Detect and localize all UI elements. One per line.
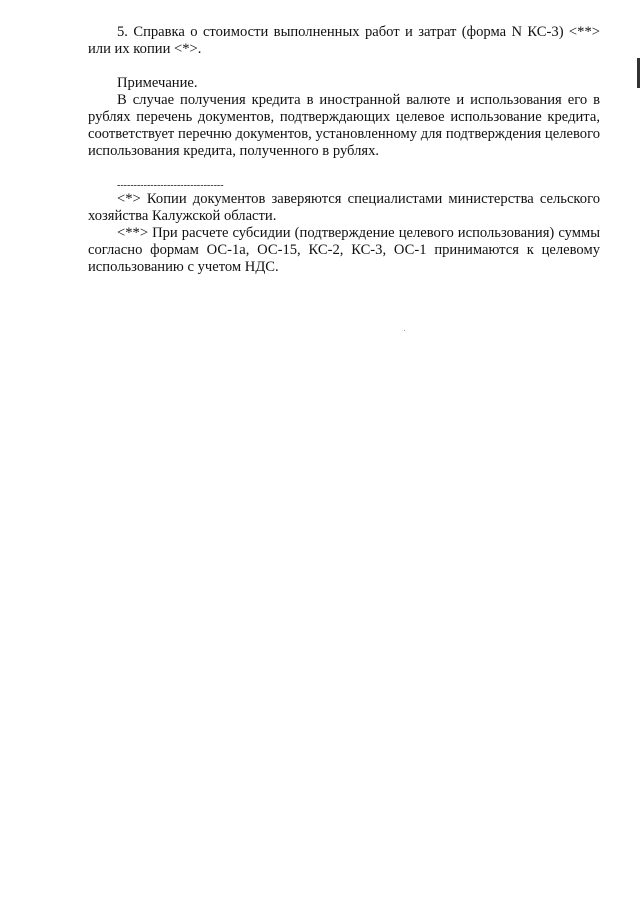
list-item-5: 5. Справка о стоимости выполненных работ и затрат (форма N КС-3) <**> или их копии <*>. — [88, 24, 600, 57]
spacer — [88, 58, 600, 75]
note-title: Примечание. — [117, 75, 198, 91]
note-text: В случае получения кредита в иностранной валюте и использования его в рублях перечень документов, подтверждающих целевое использование кредита, соответствует перечню документов, установленному для подтверждения целевого использования кредита, полученного в рублях. — [88, 92, 600, 159]
footnote-2: <**> При расчете субсидии (подтверждение целевого использования) суммы согласно формам ОС-1а, ОС-15, КС-2, КС-3, ОС-1 принимаются к целевому использованию с учетом НДС. — [88, 225, 600, 275]
footnote-1: <*> Копии документов заверяются специалистами министерства сельского хозяйства Калужской области. — [88, 191, 600, 224]
document-page — [88, 24, 600, 276]
scan-speck — [404, 330, 405, 331]
footnote-separator: -------------------------------- — [117, 181, 224, 191]
spacer — [88, 160, 600, 177]
